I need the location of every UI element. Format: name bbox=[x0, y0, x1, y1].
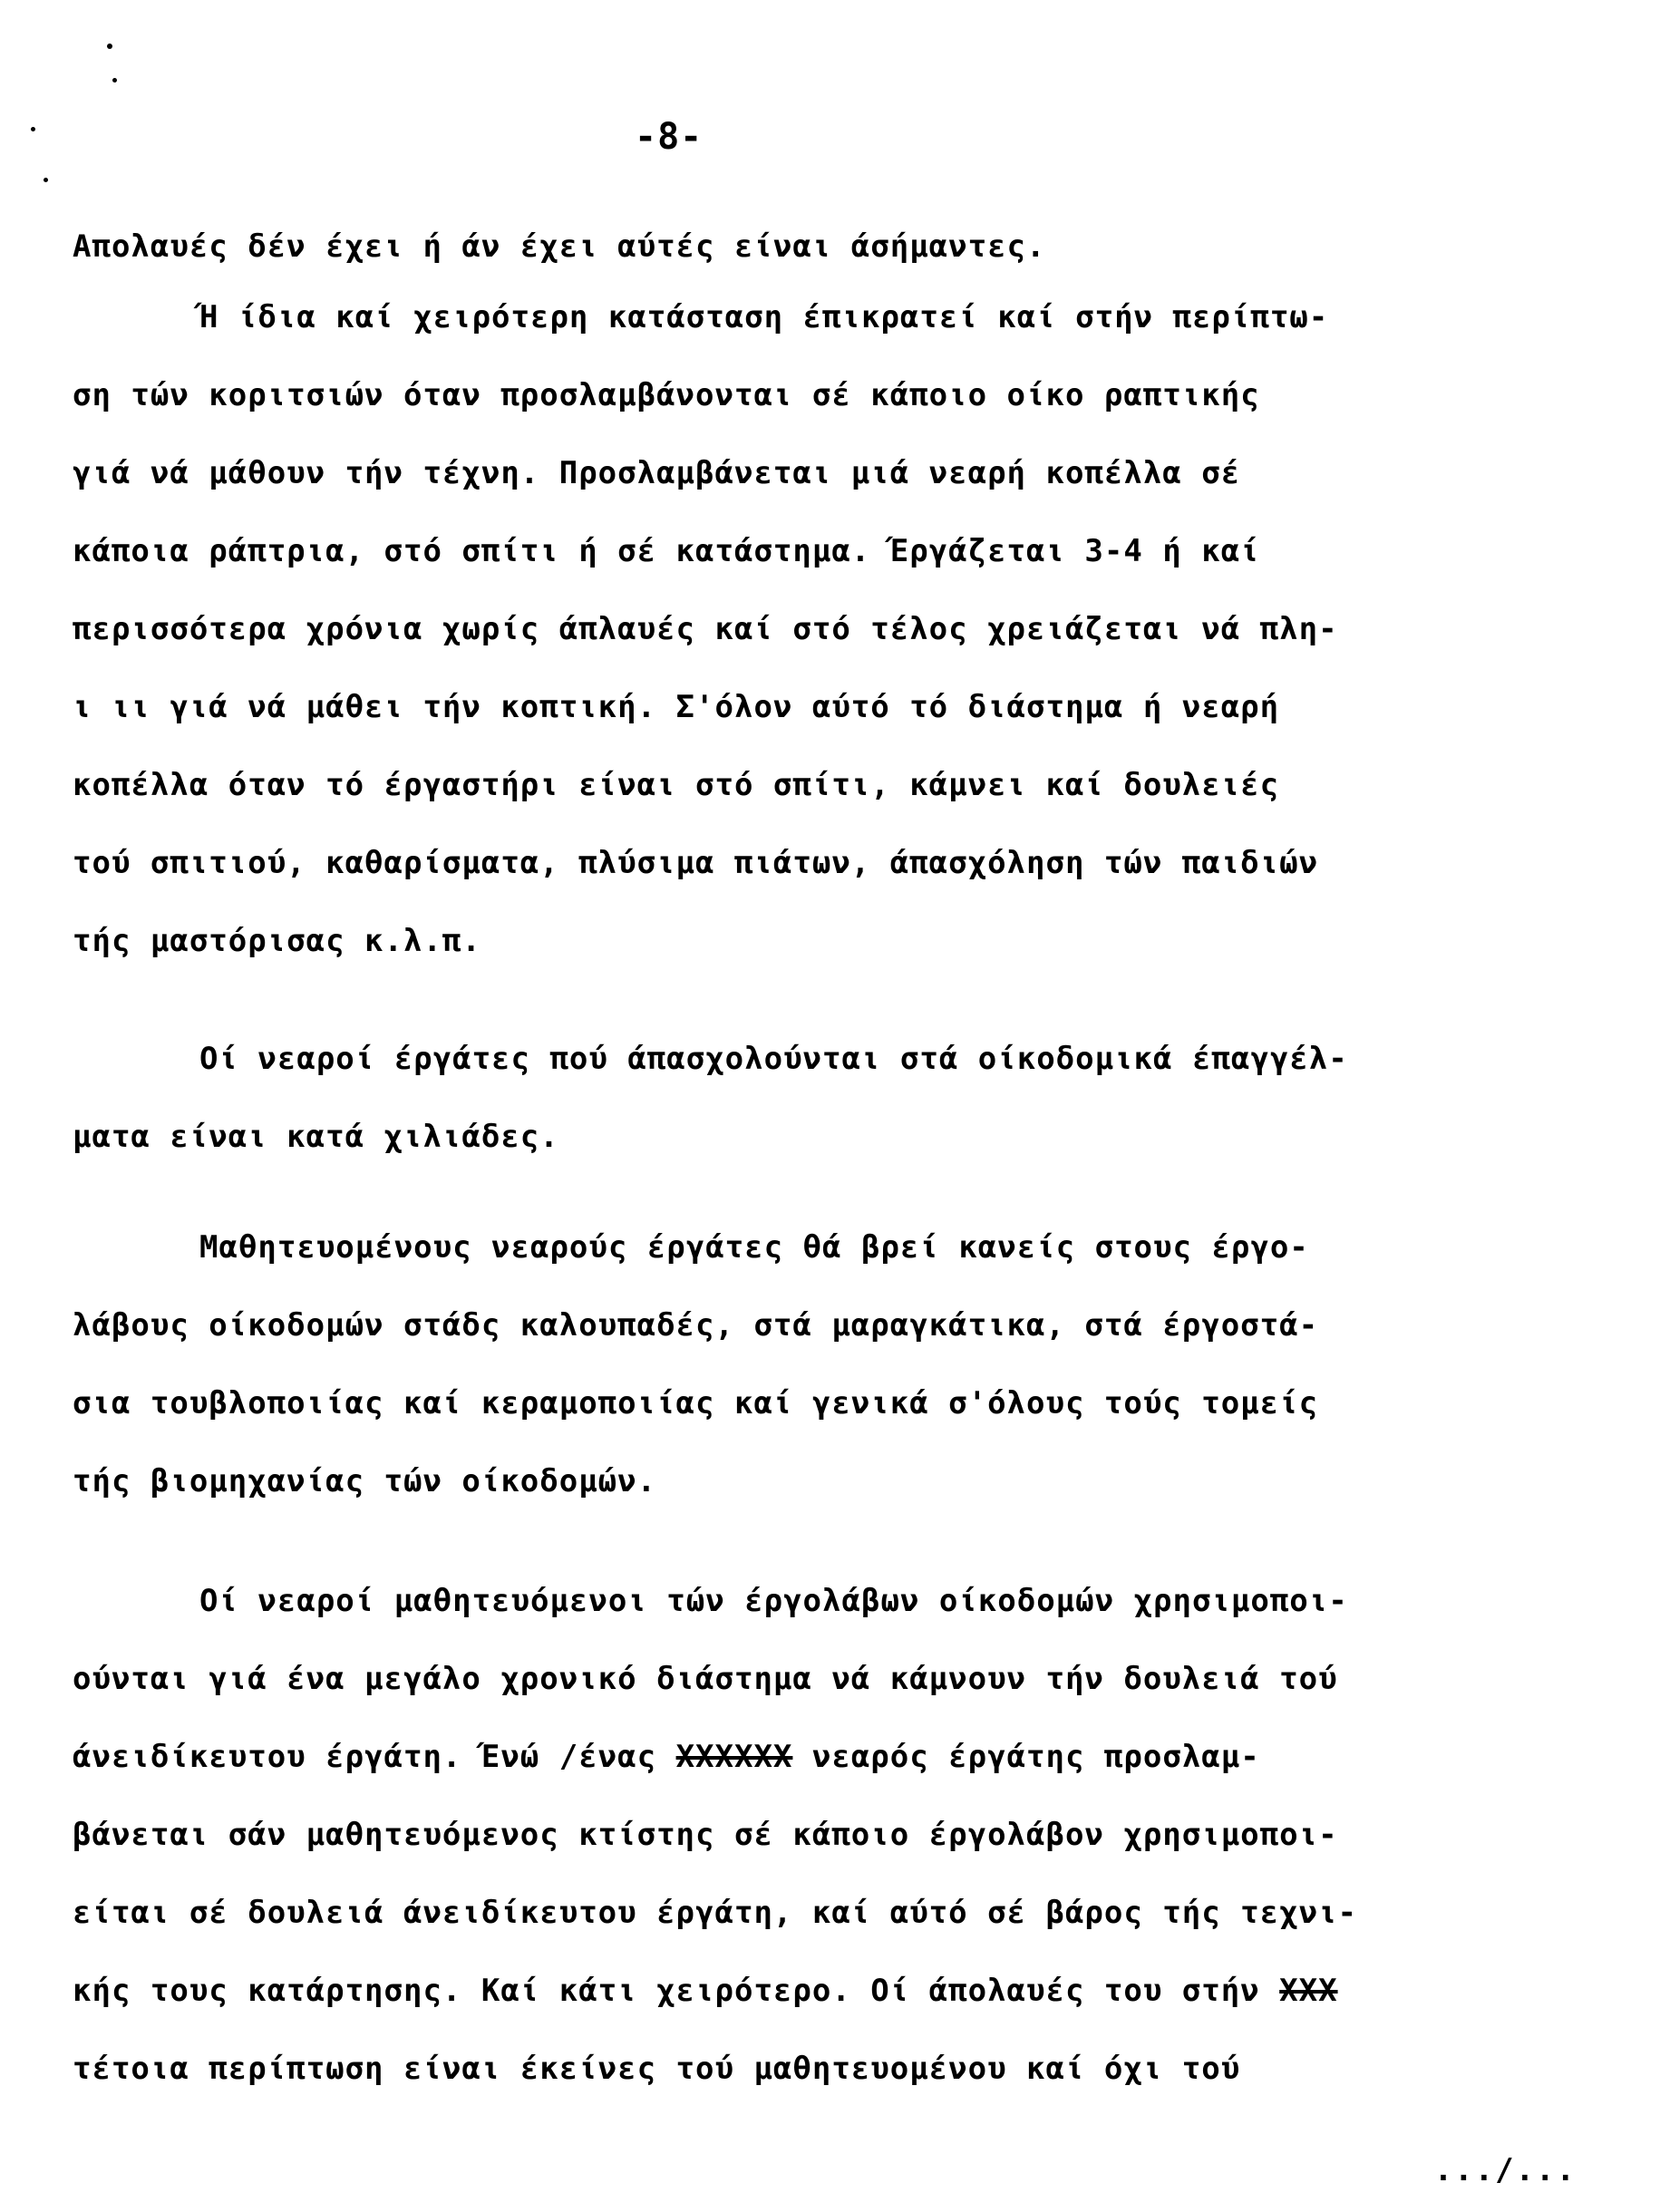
scan-speck bbox=[107, 44, 112, 49]
text-line bbox=[73, 1737, 1577, 1777]
text-line: λάβους οίκοδομών στάδς καλουπαδές, στά μαραγκάτικα, στά έργοστά- bbox=[73, 1307, 1319, 1344]
text-line: Οί νεαροί μαθητευόμενοι τών έργολάβων οίκοδομών χρησιμοποι- bbox=[199, 1583, 1348, 1619]
text-segment: άνειδίκευτου έργάτη. Ένώ /ένας bbox=[73, 1739, 657, 1775]
text-line: ματα είναι κατά χιλιάδες. bbox=[73, 1119, 559, 1155]
text-line: τού σπιτιού, καθαρίσματα, πλύσιμα πιάτων, άπασχόληση τών παιδιών bbox=[73, 845, 1319, 881]
continuation-mark: .../... bbox=[1433, 2152, 1577, 2188]
struck-out-word: ΧΧΧΧΧΧ bbox=[675, 1739, 793, 1775]
text-line: γιά νά μάθουν τήν τέχνη. Προσλαμβάνεται μιά νεαρή κοπέλλα σέ bbox=[73, 455, 1241, 491]
page-number: -8- bbox=[635, 116, 704, 158]
paragraph-1 bbox=[73, 227, 1577, 267]
scan-speck bbox=[112, 78, 117, 82]
text-segment: νεαρός έργάτης προσλαμ- bbox=[811, 1739, 1260, 1775]
text-segment: κής τους κατάρτησης. Καί κάτι χειρότερο. Οί άπολαυές του στήν bbox=[73, 1973, 1260, 2009]
text-line: κάποια ράπτρια, στό σπίτι ή σέ κατάστημα. Έργάζεται 3-4 ή καί bbox=[73, 533, 1260, 569]
text-line: ση τών κοριτσιών όταν προσλαμβάνονται σέ κάποιο οίκο ραπτικής bbox=[73, 377, 1260, 413]
text-line: σια τουβλοποιίας καί κεραμοποιίας καί γενικά σ'όλους τούς τομείς bbox=[73, 1385, 1319, 1421]
text-line: Απολαυές δέν έχει ή άν έχει αύτές είναι άσήμαντες. bbox=[73, 228, 1046, 265]
text-line: Οί νεαροί έργάτες πού άπασχολούνται στά οίκοδομικά έπαγγέλ- bbox=[199, 1041, 1348, 1077]
text-line: Μαθητευομένους νεαρούς έργάτες θά βρεί κανείς στους έργο- bbox=[199, 1229, 1309, 1266]
text-line: κοπέλλα όταν τό έργαστήρι είναι στό σπίτι, κάμνει καί δουλειές bbox=[73, 767, 1280, 803]
paragraph-4 bbox=[73, 1227, 1577, 1501]
paragraph-3 bbox=[73, 1039, 1577, 1157]
text-line: βάνεται σάν μαθητευόμενος κτίστης σέ κάποιο έργολάβον χρησιμοποι- bbox=[73, 1817, 1338, 1853]
text-line: τής βιομηχανίας τών οίκοδομών. bbox=[73, 1463, 657, 1499]
text-line: ούνται γιά ένα μεγάλο χρονικό διάστημα νά κάμνουν τήν δουλειά τού bbox=[73, 1661, 1338, 1697]
text-line: Ή ίδια καί χειρότερη κατάσταση έπικρατεί καί στήν περίπτω- bbox=[199, 299, 1329, 335]
scan-speck bbox=[44, 178, 48, 182]
paragraph-5 bbox=[73, 1581, 1577, 2089]
paragraph-2 bbox=[73, 297, 1577, 961]
scan-speck bbox=[31, 127, 35, 131]
text-line: ι ιι γιά νά μάθει τήν κοπτική. Σ'όλον αύτό τό διάστημα ή νεαρή bbox=[73, 689, 1280, 725]
text-line: τής μαστόρισας κ.λ.π. bbox=[73, 923, 481, 959]
text-line: τέτοια περίπτωση είναι έκείνες τού μαθητευομένου καί όχι τού bbox=[73, 2051, 1241, 2087]
text-line bbox=[73, 1971, 1577, 2011]
text-line: είται σέ δουλειά άνειδίκευτου έργάτη, καί αύτό σέ βάρος τής τεχνι- bbox=[73, 1895, 1358, 1931]
text-line: περισσότερα χρόνια χωρίς άπλαυές καί στό τέλος χρειάζεται νά πλη- bbox=[73, 611, 1338, 647]
struck-out-word: ΧΧΧ bbox=[1279, 1973, 1338, 2009]
